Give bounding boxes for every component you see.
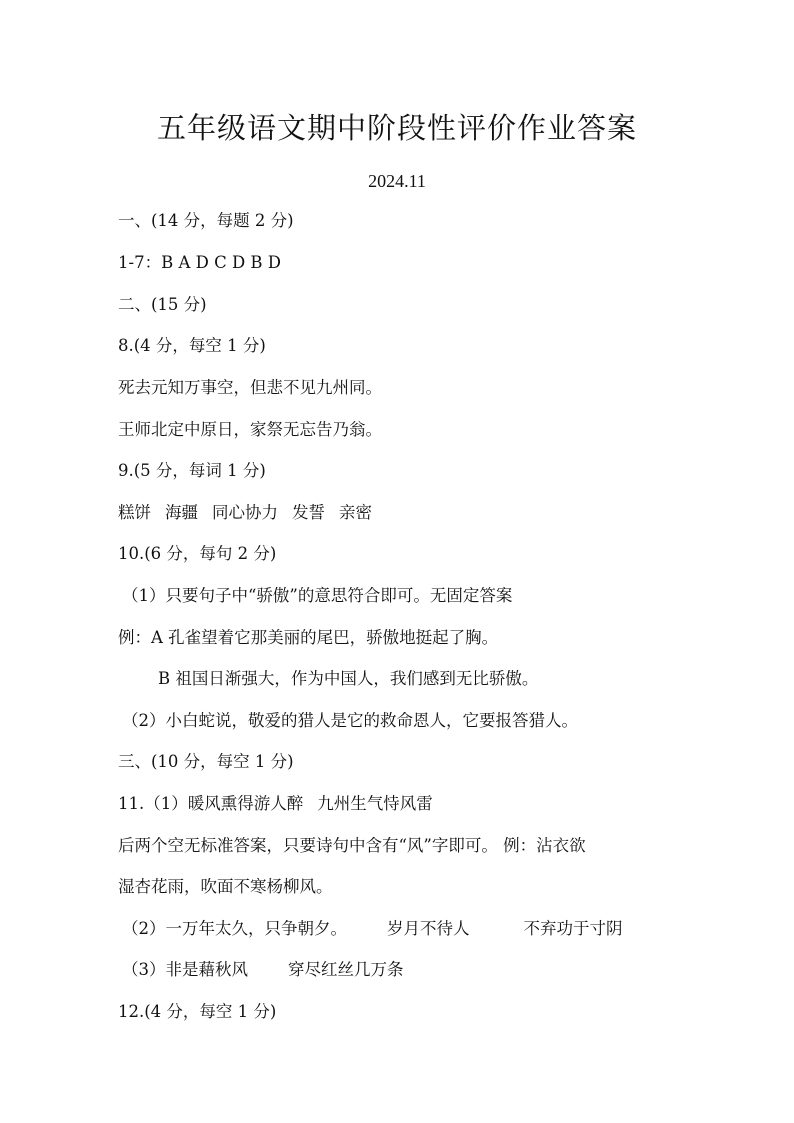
q8-heading: 8.(4 分，每空 1 分)	[118, 336, 266, 355]
q11-part1-a: 11.（1）暖风熏得游人醉	[118, 794, 304, 813]
q11-part3-a: （3）非是藉秋风	[122, 960, 248, 979]
q9-heading: 9.(5 分，每词 1 分)	[118, 461, 266, 480]
section2-heading: 二、(15 分)	[118, 295, 207, 314]
q8-line2: 王师北定中原日，家祭无忘告乃翁。	[118, 420, 382, 439]
document-title: 五年级语文期中阶段性评价作业答案	[156, 111, 637, 145]
q11-note-line2: 湿杏花雨，吹面不寒杨柳风。	[118, 877, 333, 896]
q11-part3-b: 穿尽红丝几万条	[288, 960, 404, 979]
q11-part2-a: （2）一万年太久，只争朝夕。	[122, 919, 347, 938]
q10-example-b: B 祖国日渐强大，作为中国人，我们感到无比骄傲。	[158, 669, 539, 688]
q9-word-2: 海疆	[165, 503, 198, 522]
q8-line1: 死去元知万事空，但悲不见九州同。	[118, 378, 382, 397]
q12-heading: 12.(4 分，每空 1 分)	[118, 1002, 277, 1021]
q9-word-1: 糕饼	[118, 503, 151, 522]
q10-example-a: 例：A 孔雀望着它那美丽的尾巴，骄傲地挺起了胸。	[118, 628, 499, 647]
section1-heading: 一、(14 分，每题 2 分)	[118, 211, 294, 230]
q10-heading: 10.(6 分，每句 2 分)	[118, 544, 277, 563]
q11-part2	[122, 916, 692, 942]
section3-heading: 三、(10 分，每空 1 分)	[118, 752, 294, 771]
q9-word-3: 同心协力	[212, 503, 278, 522]
q11-part1	[118, 791, 688, 817]
q9-words	[118, 500, 688, 526]
q9-word-5: 亲密	[339, 503, 372, 522]
section1-answers: 1-7：B A D C D B D	[118, 253, 282, 272]
q10-part2: （2）小白蛇说，敬爱的猎人是它的救命恩人，它要报答猎人。	[122, 711, 578, 730]
q11-part2-b: 岁月不待人	[387, 919, 470, 938]
q11-note-line1: 后两个空无标准答案，只要诗句中含有“风”字即可。 例：沾衣欲	[118, 836, 586, 855]
q10-part1: （1）只要句子中“骄傲”的意思符合即可。无固定答案	[122, 586, 513, 605]
q11-part1-b: 九州生气恃风雷	[317, 794, 433, 813]
document-date: 2024.11	[368, 171, 426, 191]
q9-word-4: 发誓	[292, 503, 325, 522]
q11-part2-c: 不弃功于寸阴	[523, 919, 623, 938]
q11-part3	[122, 957, 692, 983]
